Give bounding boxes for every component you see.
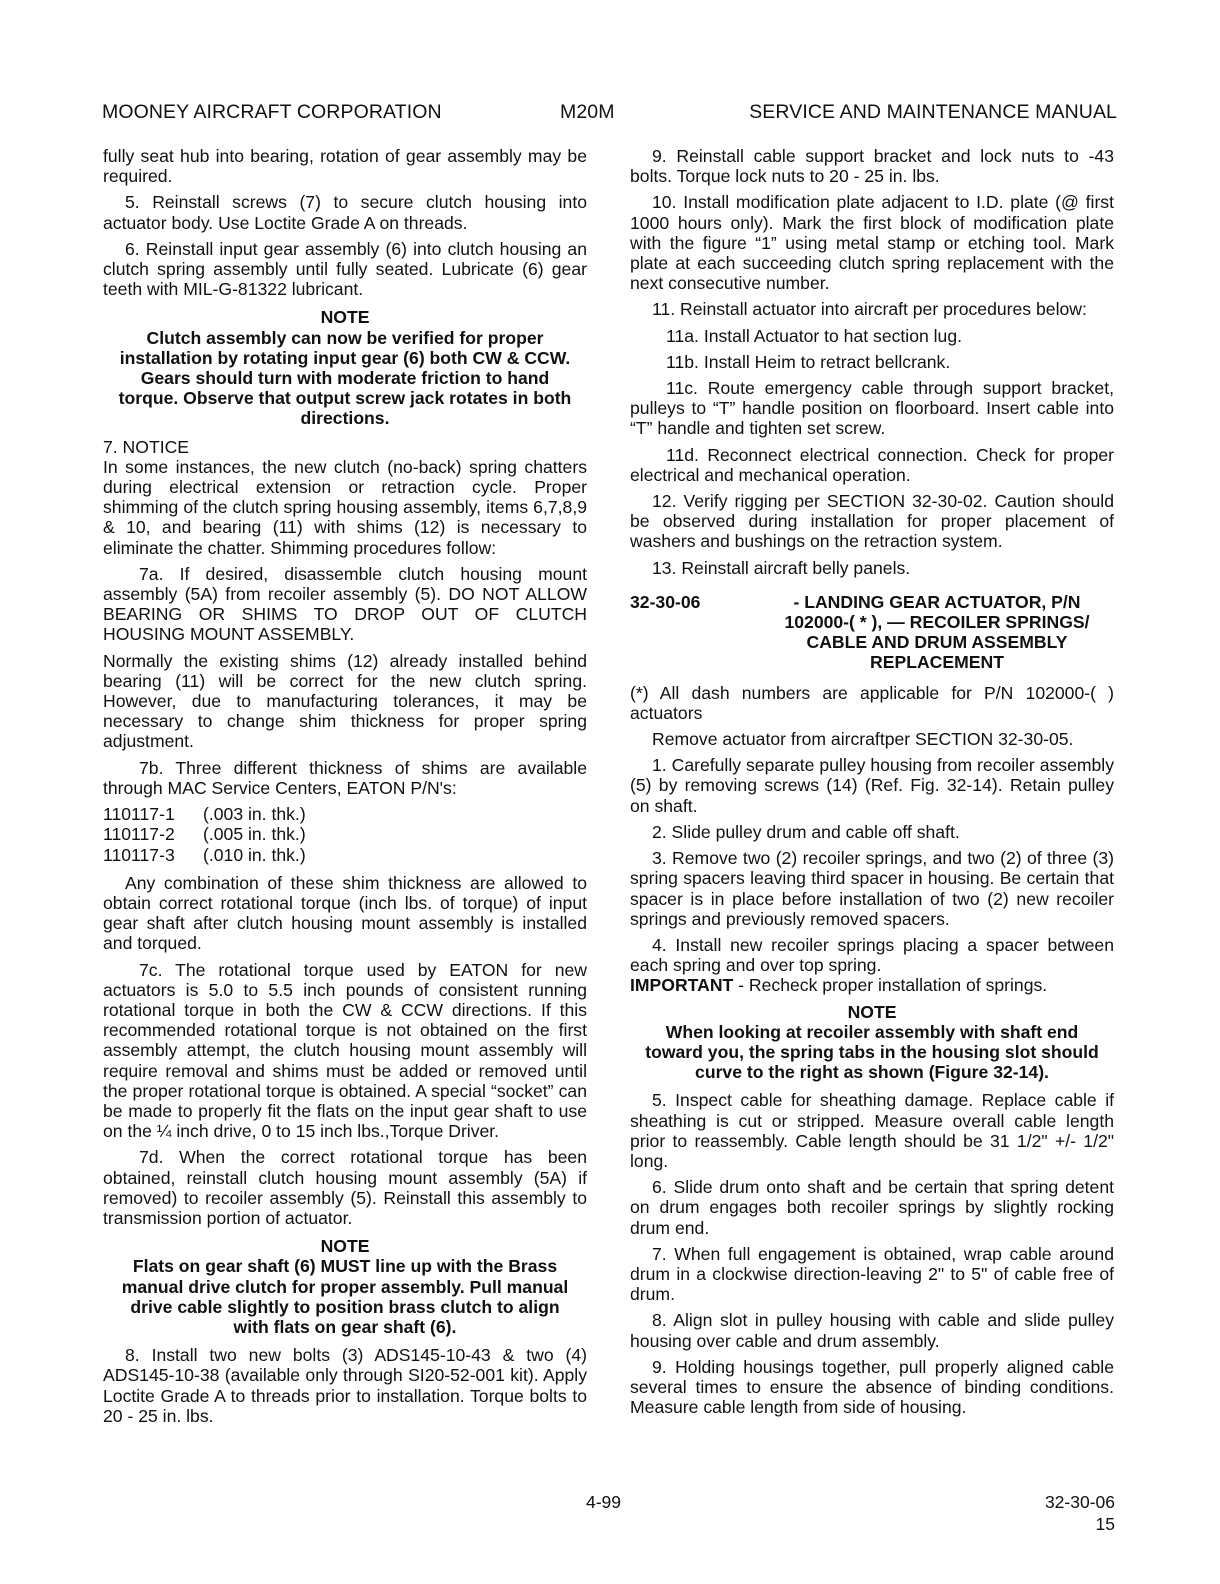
step-7-body: In some instances, the new clutch (no-back) spring chatters during electrical extension or retraction cycle. Proper shimming of the clutch spring housing assembly, items 6,7,8,9 & 10, and bearing (11) with shims (12) is necessary to eliminate the chatter. Shimming procedures follow: [103,456,587,558]
important-line [630,975,1114,995]
note-title: NOTE [320,1236,370,1257]
shim-row [103,804,587,824]
header-company: MOONEY AIRCRAFT CORPORATION [102,101,442,123]
step-5: 5. Inspect cable for sheathing damage. Replace cable if sheathing is cut or stripped. Measure overall cable length prior to reassembly. Cable length should be 31 1/2" +/- 1/2" long. [630,1090,1114,1171]
note-title: NOTE [847,1001,897,1022]
shim-combination-paragraph: Any combination of these shim thickness are allowed to obtain correct rotational torque (inch lbs. of torque) of input gear shaft after clutch housing mount assembly is installed and torqued. [103,872,587,954]
step-7: 7. When full engagement is obtained, wrap cable around drum in a clockwise direction-leaving 2" to 5" of cable free of drum. [630,1243,1114,1305]
footer-revision: 15 [1095,1514,1115,1534]
note-body: When looking at recoiler assembly with shaft end toward you, the spring tabs in the housing slot should curve to the right as shown (Figure 32-14). [645,1021,1099,1083]
step-5: 5. Reinstall screws (7) to secure clutch housing into actuator body. Use Loctite Grade A on threads. [103,192,587,233]
dash-number-note: (*) All dash numbers are applicable for P/N 102000-( ) actuators [630,682,1114,723]
step-7c: 7c. The rotational torque used by EATON for new actuators is 5.0 to 5.5 inch pounds of consistent running rotational torque in both the CW & CCW directions. If this recommended rotational torque is not obtained on the first assembly attempt, the clutch housing mount assembly will require removal and shims must be added or removed until the proper rotational torque is obtained. A special “socket” can be made to properly fit the flats on the input gear shaft to use on the ¼ inch drive, 0 to 15 inch lbs.,Torque Driver. [103,959,587,1142]
important-text: - Recheck proper installation of springs. [733,975,1048,996]
step-7a: 7a. If desired, disassemble clutch housing mount assembly (5A) from recoiler assembly (5). DO NOT ALLOW BEARING OR SHIMS TO DROP OUT OF CLUTCH HOUSING MOUNT ASSEMBLY. [103,563,587,645]
step-11b: 11b. Install Heim to retract bellcrank. [666,351,951,372]
left-column [103,146,587,1432]
shim-row [103,824,587,844]
step-9: 9. Holding housings together, pull properly aligned cable several times to ensure the absence of binding conditions. Measure cable length from side of housing. [630,1356,1114,1418]
step-8: 8. Align slot in pulley housing with cable and slide pulley housing over cable and drum assembly. [630,1310,1114,1351]
shim-list [103,804,587,865]
note-body: Clutch assembly can now be verified for proper installation by rotating input gear (6) both CW & CCW. Gears should turn with moderate friction to hand torque. Observe that output screw jack rotates in both directions. [118,327,572,429]
step-6: 6. Slide drum onto shaft and be certain that spring detent on drum engages both recoiler springs by slightly rocking drum end. [630,1177,1114,1238]
shim-part-number: 110117-1 [103,804,175,825]
step-9: 9. Reinstall cable support bracket and lock nuts to -43 bolts. Torque lock nuts to 20 - 25 in. lbs. [630,146,1114,187]
step-1: 1. Carefully separate pulley housing from recoiler assembly (5) by removing screws (14) (Ref. Fig. 32-14). Retain pulley on shaft. [630,755,1114,816]
section-number: 32-30-06 [630,591,701,612]
step-11c: 11c. Route emergency cable through support bracket, pulleys to “T” handle position on floorboard. Insert cable into “T” handle and tighten set screw. [630,378,1114,439]
page-number: 4-99 [586,1492,622,1512]
shim-thickness: (.005 in. thk.) [203,824,306,845]
footer-section: 32-30-06 [1044,1492,1115,1512]
step-11a: 11a. Install Actuator to hat section lug. [666,325,963,346]
step-13: 13. Reinstall aircraft belly panels. [652,557,911,578]
shim-part-number: 110117-2 [103,824,175,845]
header-manual-title: SERVICE AND MAINTENANCE MANUAL [749,101,1117,123]
shim-part-number: 110117-3 [103,844,175,865]
important-label: IMPORTANT [630,975,734,996]
section-title: - LANDING GEAR ACTUATOR, P/N 102000-( * ), — RECOILER SPRINGS/ CABLE AND DRUM ASSEMBLY REPLACEMENT [784,591,1090,673]
shim-thickness: (.010 in. thk.) [203,844,306,865]
paragraph-continued: fully seat hub into bearing, rotation of gear assembly may be required. [103,146,587,187]
remove-actuator-paragraph: Remove actuator from aircraftper SECTION 32-30-05. [652,729,1074,750]
step-7b: 7b. Three different thickness of shims are available through MAC Service Centers, EATON P/N's: [103,757,587,798]
header-model: M20M [560,101,615,123]
section-heading [630,592,1114,673]
note-body: Flats on gear shaft (6) MUST line up with the Brass manual drive clutch for proper assembly. Pull manual drive cable slightly to position brass clutch to align with flats on gear shaft (6). [121,1256,569,1337]
step-8: 8. Install two new bolts (3) ADS145-10-43 & two (4) ADS145-10-38 (available only through SI20-52-001 kit). Apply Loctite Grade A to threads prior to installation. Torque bolts to 20 - 25 in. lbs. [103,1345,587,1426]
step-7d: 7d. When the correct rotational torque has been obtained, reinstall clutch housing mount assembly (5A) if removed) to recoiler assembly (5). Reinstall this assembly to transmission portion of actuator. [103,1147,587,1228]
shim-thickness: (.003 in. thk.) [203,804,306,825]
step-2: 2. Slide pulley drum and cable off shaft. [652,821,960,842]
step-10: 10. Install modification plate adjacent to I.D. plate (@ first 1000 hours only). Mark the first block of modification plate with the figure “1” using metal stamp or etching tool. Mark plate at each succeeding clutch spring replacement with the next consecutive number. [630,192,1114,294]
right-column [630,146,1114,1423]
step-11: 11. Reinstall actuator into aircraft per procedures below: [652,299,1087,320]
step-11d: 11d. Reconnect electrical connection. Check for proper electrical and mechanical operation. [630,444,1114,485]
step-6: 6. Reinstall input gear assembly (6) into clutch housing an clutch spring assembly until fully seated. Lubricate (6) gear teeth with MIL-G-81322 lubricant. [103,238,587,300]
step-7-title: 7. NOTICE [103,436,190,457]
step-3: 3. Remove two (2) recoiler springs, and two (2) of three (3) spring spacers leaving third spacer in housing. Be certain that spacer is in place before installation of two (2) new recoiler springs and previously removed spacers. [630,848,1114,929]
step-12: 12. Verify rigging per SECTION 32-30-02. Caution should be observed during installation for proper placement of washers and bushings on the retraction system. [630,491,1114,552]
note-title: NOTE [320,307,370,328]
step-7a-continued: Normally the existing shims (12) already installed behind bearing (11) will be correct for the new clutch spring. However, due to manufacturing tolerances, it may be necessary to change shim thickness for proper spring adjustment. [103,650,587,752]
step-4: 4. Install new recoiler springs placing a spacer between each spring and over top spring. [630,934,1114,976]
shim-row [103,845,587,865]
